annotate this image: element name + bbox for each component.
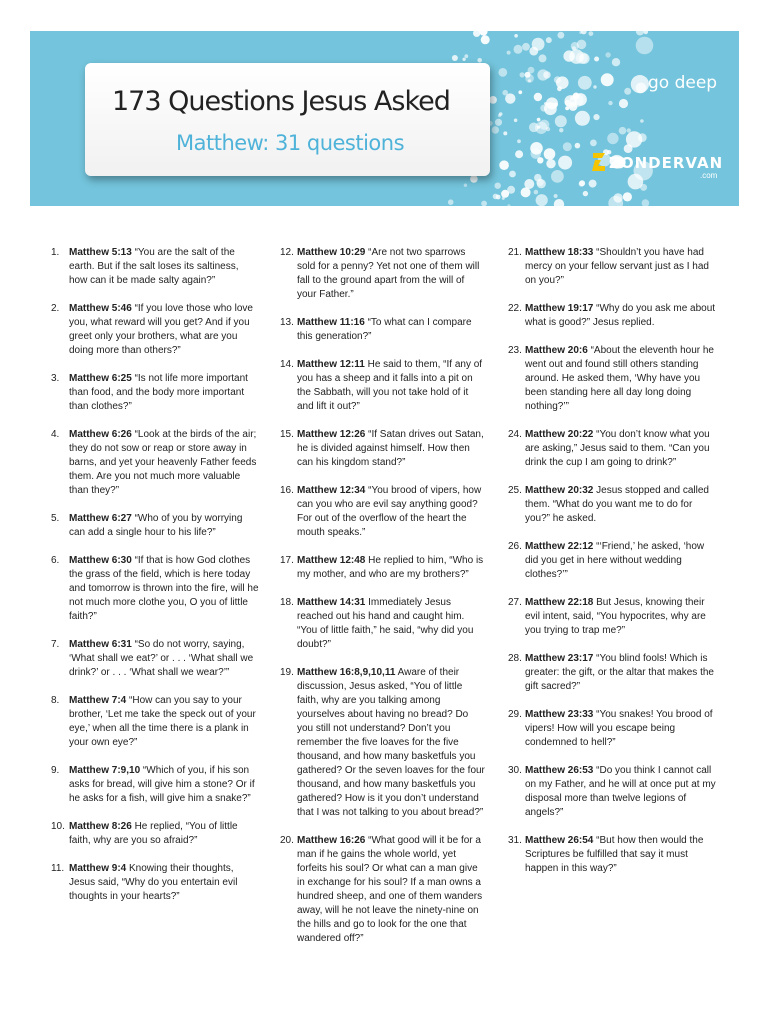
bubble-dot — [522, 43, 530, 51]
bubble-dot — [540, 105, 547, 112]
bubble-dot — [539, 54, 547, 62]
bubble-dot — [558, 32, 565, 39]
bubble-dot — [593, 114, 599, 120]
question-item — [51, 554, 259, 624]
question-text: “What good will it be for a man if he gains the whole world, yet forfeits his soul? Or what can a man give in exchange for his soul? If a man owns a hundred sheep, and one of them wanders away, will he not leave the ninety-nine on the hills and go to look for the one that wandered off?” — [297, 835, 483, 944]
question-item — [280, 428, 486, 470]
question-item — [508, 484, 716, 526]
question-text: “You are the salt of the earth. But if the salt loses its saltiness, how can it be made salty again?” — [69, 247, 239, 286]
question-text: “How can you say to your brother, ‘Let me take the speck out of your eye,’ when all the time there is a plank in your own eye?” — [69, 695, 256, 748]
question-item — [508, 652, 716, 694]
bubble-dot — [514, 34, 518, 38]
bubble-dot — [575, 143, 581, 149]
bubble-dot — [537, 118, 541, 122]
scripture-reference: Matthew 12:34 — [297, 485, 366, 496]
scripture-reference: Matthew 19:17 — [525, 303, 594, 314]
scripture-reference: Matthew 18:33 — [525, 247, 594, 258]
question-number: 8. — [51, 695, 60, 706]
bubble-dot — [631, 75, 649, 93]
scripture-reference: Matthew 5:46 — [69, 303, 132, 314]
question-text: “You blind fools! Which is greater: the gift, or the altar that makes the gift sacred?” — [525, 653, 714, 692]
question-item — [51, 302, 259, 358]
question-item — [280, 246, 486, 302]
bubble-dot — [525, 74, 534, 83]
bubble-dot — [537, 69, 548, 80]
question-number: 28. — [508, 653, 522, 664]
bubble-dot — [452, 55, 458, 61]
question-number: 29. — [508, 709, 522, 720]
scripture-reference: Matthew 5:13 — [69, 247, 132, 258]
brand-name: ZONDERVAN — [609, 154, 724, 172]
bubble-dot — [524, 179, 534, 189]
question-item — [51, 428, 259, 498]
bubble-dot — [514, 119, 518, 123]
question-number: 5. — [51, 513, 60, 524]
bubble-dot — [462, 58, 465, 61]
scripture-reference: Matthew 12:26 — [297, 429, 366, 440]
question-item — [280, 484, 486, 540]
question-number: 16. — [280, 485, 294, 496]
question-text: “About the eleventh hour he went out and found still others standing around. He asked them, ‘Why have you been standing here all day long doing nothing?’” — [525, 345, 714, 412]
bubble-dot — [479, 31, 487, 36]
bubble-dot — [613, 193, 622, 202]
title-card — [85, 63, 490, 176]
questions-column-2 — [280, 246, 486, 960]
question-item — [51, 372, 259, 414]
question-number: 10. — [51, 821, 65, 832]
bubble-dot — [558, 156, 572, 170]
bubble-dot — [495, 119, 502, 126]
scripture-reference: Matthew 20:32 — [525, 485, 594, 496]
question-item — [51, 638, 259, 680]
question-text: He replied, “You of little faith, why are you so afraid?” — [69, 821, 238, 846]
question-text: “You brood of vipers, how can you who are evil say anything good? For out of the overflow of the heart the mouth speaks.” — [297, 485, 482, 538]
bubble-dot — [529, 47, 538, 56]
bubble-dot — [640, 184, 647, 191]
scripture-reference: Matthew 22:12 — [525, 541, 594, 552]
bubble-dot — [531, 148, 542, 159]
question-item — [51, 246, 259, 288]
zondervan-logo-icon — [591, 151, 607, 173]
question-item — [51, 820, 259, 848]
bubble-dot — [481, 201, 487, 206]
question-item — [508, 708, 716, 750]
question-number: 15. — [280, 429, 294, 440]
bubble-dot — [594, 57, 599, 62]
question-item — [508, 540, 716, 582]
bubble-dot — [583, 191, 588, 196]
question-number: 27. — [508, 597, 522, 608]
question-number: 13. — [280, 317, 294, 328]
question-item — [280, 358, 486, 414]
question-text: “Are not two sparrows sold for a penny? Yet not one of them will fall to the ground apart from the will of your Father.” — [297, 247, 480, 300]
question-item — [51, 694, 259, 750]
question-text: “But how then would the Scriptures be fulfilled that say it must happen in this way?” — [525, 835, 704, 874]
bubble-dot — [575, 111, 590, 126]
bubble-dot — [534, 93, 542, 101]
bubble-dot — [536, 194, 548, 206]
question-item — [280, 554, 486, 582]
question-text: He said to them, “If any of you has a sheep and it falls into a pit on the Sabbath, will you not take hold of it and lift it out?” — [297, 359, 483, 412]
scripture-reference: Matthew 9:4 — [69, 863, 127, 874]
question-number: 21. — [508, 247, 522, 258]
bubble-dot — [623, 192, 632, 201]
scripture-reference: Matthew 22:18 — [525, 597, 594, 608]
bubble-dot — [536, 178, 544, 186]
question-item — [508, 834, 716, 876]
question-text: “So do not worry, saying, ‘What shall we eat?’ or . . . ‘What shall we drink?’ or . . . ‘What shall we wear?’” — [69, 639, 254, 678]
bubble-dot — [482, 36, 486, 40]
question-text: “To what can I compare this generation?” — [297, 317, 472, 342]
question-text: Aware of their discussion, Jesus asked, “You of little faith, why are you talking among yourselves about having no bread? Do you still not understand? Don’t you remember the five loaves for the five thousand, and how many basketfuls you gathered? Or the seven loaves for the four thousand, and how many basketfuls you gathered? How is it you don’t understand that I was not talking to you about bread?” — [297, 667, 485, 818]
bubble-dot — [590, 140, 597, 147]
question-text: “Look at the birds of the air; they do not sow or reap or store away in barns, and yet your heavenly Father feeds them. Are you not much more valuable than they?” — [69, 429, 257, 496]
bubble-dot — [515, 150, 523, 158]
question-number: 4. — [51, 429, 60, 440]
bubble-dot — [636, 31, 644, 36]
bubble-dot — [593, 85, 596, 88]
bubble-dot — [619, 127, 627, 135]
question-number: 24. — [508, 429, 522, 440]
question-number: 17. — [280, 555, 294, 566]
bubble-dot — [520, 72, 525, 77]
question-number: 14. — [280, 359, 294, 370]
bubble-dot — [559, 128, 563, 132]
bubble-dot — [589, 180, 597, 188]
question-number: 6. — [51, 555, 60, 566]
bubble-dot — [477, 58, 482, 63]
question-text: He replied to him, “Who is my mother, and who are my brothers?” — [297, 555, 484, 580]
question-item — [508, 764, 716, 820]
bubble-dot — [644, 31, 649, 34]
question-text: But Jesus, knowing their evil intent, said, “You hypocrites, why are you trying to trap me?” — [525, 597, 706, 636]
scripture-reference: Matthew 16:8,9,10,11 — [297, 667, 396, 678]
question-text: Immediately Jesus reached out his hand and caught him. “You of little faith,” he said, “why did you doubt?” — [297, 597, 474, 650]
bubble-dot — [569, 49, 584, 64]
bubble-dot — [498, 68, 507, 77]
bubble-dot — [624, 144, 633, 153]
question-number: 22. — [508, 303, 522, 314]
bubble-dot — [518, 90, 522, 94]
bubble-dot — [503, 131, 507, 135]
question-text: Jesus stopped and called them. “What do you want me to do for you?” he asked. — [525, 485, 709, 524]
bubble-dot — [589, 31, 594, 36]
scripture-reference: Matthew 20:6 — [525, 345, 588, 356]
scripture-reference: Matthew 14:31 — [297, 597, 366, 608]
question-number: 23. — [508, 345, 522, 356]
bubble-dot — [492, 126, 499, 133]
scripture-reference: Matthew 12:48 — [297, 555, 366, 566]
scripture-reference: Matthew 8:26 — [69, 821, 132, 832]
bubble-dot — [546, 37, 552, 43]
question-number: 1. — [51, 247, 60, 258]
bubble-dot — [514, 45, 523, 54]
question-item — [508, 344, 716, 414]
bubble-dot — [565, 106, 569, 110]
questions-column-1 — [51, 246, 259, 918]
bubble-dot — [579, 181, 585, 187]
bubble-dot — [464, 184, 467, 187]
question-number: 30. — [508, 765, 522, 776]
bubble-dot — [605, 52, 610, 57]
bubble-dot — [499, 160, 509, 170]
question-text: “Who of you by worrying can add a single hour to his life?” — [69, 513, 243, 538]
question-number: 26. — [508, 541, 522, 552]
bubble-dot — [539, 120, 549, 130]
question-text: Knowing their thoughts, Jesus said, “Why do you entertain evil thoughts in your hearts?” — [69, 863, 238, 902]
question-number: 7. — [51, 639, 60, 650]
question-number: 20. — [280, 835, 294, 846]
bubble-dot — [493, 194, 499, 200]
bubble-dot — [473, 31, 480, 37]
question-text: “Do you think I cannot call on my Father, and he will at once put at my disposal more than twelve legions of angels?” — [525, 765, 716, 818]
question-text: “If that is how God clothes the grass of the field, which is here today and tomorrow is thrown into the fire, will he not much more clothe you, O you of little faith?” — [69, 555, 259, 622]
tagline: go deep — [648, 73, 718, 93]
bubble-dot — [640, 119, 644, 123]
scripture-reference: Matthew 6:25 — [69, 373, 132, 384]
scripture-reference: Matthew 7:9,10 — [69, 765, 141, 776]
scripture-reference: Matthew 20:22 — [525, 429, 594, 440]
bubble-dot — [546, 159, 555, 168]
bubble-dot — [554, 194, 558, 198]
bubble-dot — [578, 76, 592, 90]
bubble-dot — [624, 88, 631, 95]
question-item — [280, 834, 486, 946]
bubble-dot — [627, 128, 631, 132]
question-text: “Why do you ask me about what is good?” Jesus replied. — [525, 303, 716, 328]
scripture-reference: Matthew 12:11 — [297, 359, 365, 370]
bubble-dot — [619, 99, 628, 108]
bubble-dot — [498, 114, 501, 117]
question-item — [280, 666, 486, 820]
bubble-dot — [489, 96, 497, 104]
scripture-reference: Matthew 26:53 — [525, 765, 594, 776]
question-number: 19. — [280, 667, 294, 678]
page-title: 173 Questions Jesus Asked — [112, 86, 450, 117]
question-text: “You don’t know what you are asking,” Jesus said to them. “Can you drink the cup I am going to drink?” — [525, 429, 710, 468]
scripture-reference: Matthew 10:29 — [297, 247, 366, 258]
bubble-dot — [551, 170, 564, 183]
bubble-dot — [563, 142, 572, 151]
bubble-dot — [612, 58, 620, 66]
bubble-dot — [607, 133, 618, 144]
question-text: “Which of you, if his son asks for bread, will give him a stone? Or if he asks for a fish, will give him a snake?” — [69, 765, 255, 804]
question-item — [508, 246, 716, 288]
bubble-dot — [554, 199, 564, 206]
scripture-reference: Matthew 6:31 — [69, 639, 132, 650]
question-item — [508, 428, 716, 470]
bubble-dot — [636, 37, 654, 55]
bubble-dot — [546, 97, 558, 109]
brand-suffix: .com — [700, 171, 718, 180]
bubble-dot — [448, 199, 454, 205]
question-item — [51, 764, 259, 806]
bubble-dot — [638, 133, 647, 142]
scripture-reference: Matthew 23:33 — [525, 709, 594, 720]
question-number: 9. — [51, 765, 60, 776]
question-number: 25. — [508, 485, 522, 496]
question-item — [508, 302, 716, 330]
bubble-dot — [501, 190, 509, 198]
bubble-dot — [601, 73, 614, 86]
question-item — [508, 596, 716, 638]
bubble-dot — [470, 175, 478, 183]
bubble-dot — [555, 115, 567, 127]
question-item — [280, 316, 486, 344]
bubble-dot — [534, 190, 539, 195]
bubble-dot — [570, 94, 584, 108]
bubble-dot — [642, 199, 650, 206]
question-text: “Is not life more important than food, and the body more important than clothes?” — [69, 373, 248, 412]
scripture-reference: Matthew 16:26 — [297, 835, 366, 846]
question-text: “‘Friend,’ he asked, ‘how did you get in here without wedding clothes?’” — [525, 541, 705, 580]
bubble-dot — [464, 54, 468, 58]
bubble-dot — [556, 76, 569, 89]
question-number: 11. — [51, 863, 65, 874]
scripture-reference: Matthew 6:30 — [69, 555, 132, 566]
bubble-dot — [544, 148, 556, 160]
question-text: “Shouldn’t you have had mercy on your fellow servant just as I had on you?” — [525, 247, 709, 286]
question-item — [51, 512, 259, 540]
bubble-dot — [509, 171, 516, 178]
scripture-reference: Matthew 6:26 — [69, 429, 132, 440]
scripture-reference: Matthew 11:16 — [297, 317, 365, 328]
bubble-dot — [495, 183, 501, 189]
question-text: “If you love those who love you, what reward will you get? And if you greet only your brothers, what are you doing more than others?” — [69, 303, 253, 356]
question-item — [280, 596, 486, 652]
question-text: “You snakes! You brood of vipers! How will you escape being condemned to hell?” — [525, 709, 713, 748]
scripture-reference: Matthew 6:27 — [69, 513, 132, 524]
bubble-dot — [581, 31, 587, 34]
scripture-reference: Matthew 23:17 — [525, 653, 594, 664]
questions-column-3 — [508, 246, 716, 890]
question-item — [51, 862, 259, 904]
question-number: 12. — [280, 247, 294, 258]
question-text: “If Satan drives out Satan, he is divided against himself. How then can his kingdom stand?” — [297, 429, 484, 468]
page-subtitle: Matthew: 31 questions — [176, 131, 405, 155]
scripture-reference: Matthew 7:4 — [69, 695, 127, 706]
question-number: 18. — [280, 597, 294, 608]
bubble-dot — [608, 101, 612, 105]
question-number: 31. — [508, 835, 522, 846]
bubble-dot — [507, 204, 510, 206]
bubble-dot — [507, 51, 511, 55]
bubble-dot — [517, 139, 521, 143]
question-number: 2. — [51, 303, 60, 314]
scripture-reference: Matthew 26:54 — [525, 835, 594, 846]
bubble-dot — [505, 93, 515, 103]
question-number: 3. — [51, 373, 60, 384]
